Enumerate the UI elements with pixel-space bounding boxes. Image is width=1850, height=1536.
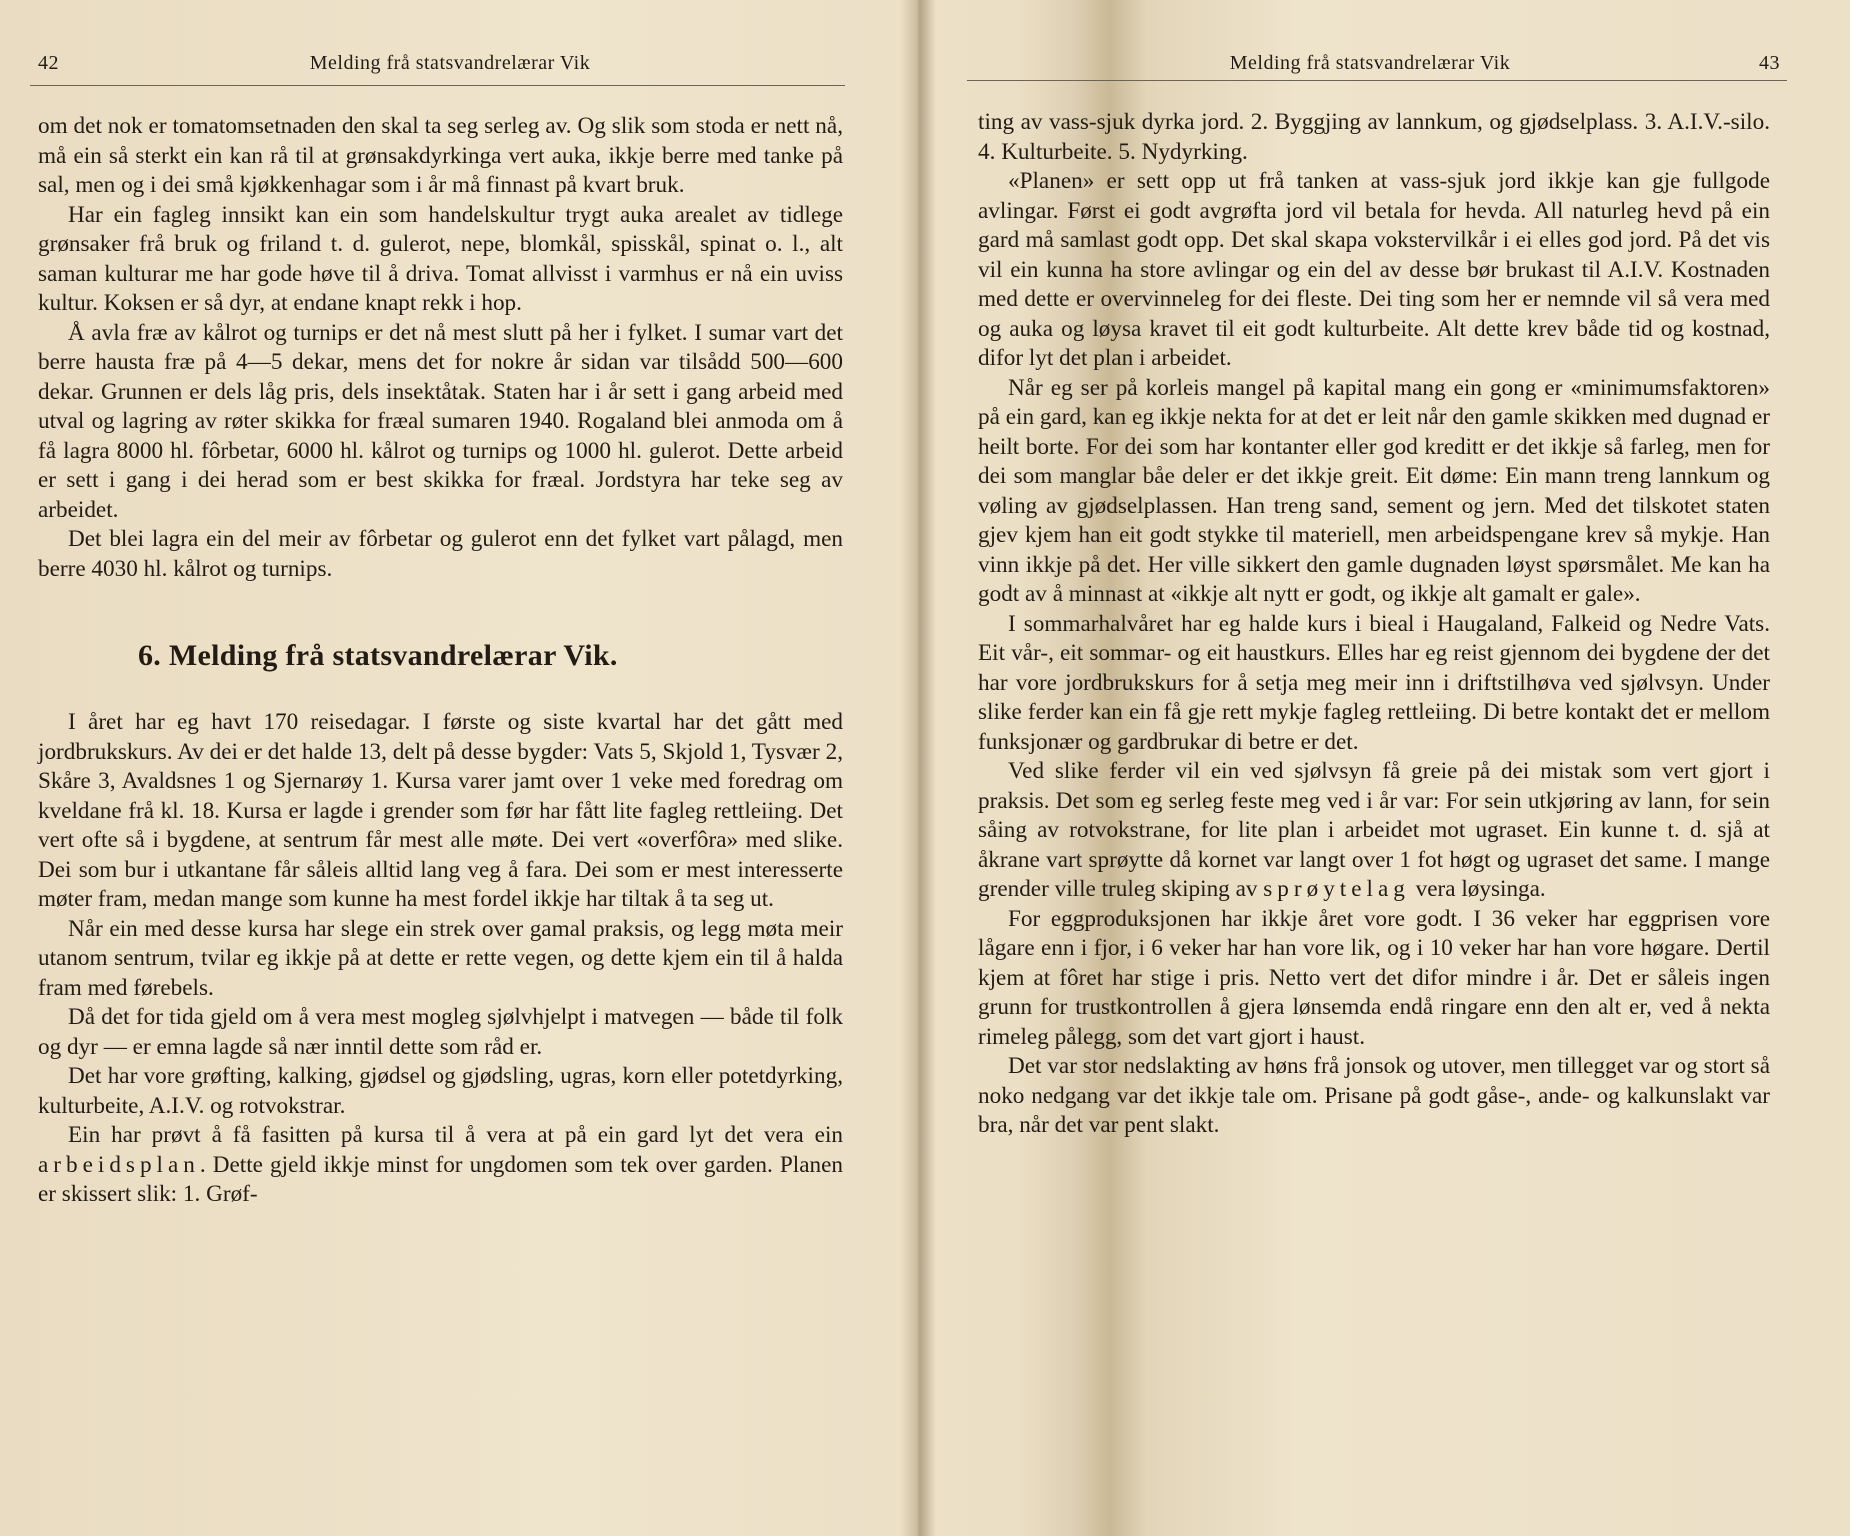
page-number: 43 [1759,52,1780,74]
header-rule [967,80,1787,81]
paragraph: Det var stor nedslakting av høns frå jonsok og utover, men tillegget var og stort så noko nedgang var det ikkje tale om. Prisane på godt gåse-, ande- og kalkunslakt var bra, når det var pent slakt. [978,1053,1770,1138]
left-page-header [38,52,846,80]
paragraph [38,1121,843,1210]
paragraph: Har ein fagleg innsikt kan ein som handelskultur trygt auka arealet av tidlege grønsaker frå bruk og friland t. d. gulerot, nepe, blomkål, spisskål, spinat o. l., alt saman kulturar me har gode høve til å driva. Tomat allvisst i varmhus er nå ein uviss kultur. Koksen er så dyr, at endane knapt rekk i hop. [38,201,843,316]
paragraph: Når eg ser på korleis mangel på kapital mang ein gong er «minimumsfaktoren» på ein gard, kan eg ikkje nekta for at det er leit når den gamle skikken med dugnad er heilt borte. For dei som har kontanter eller god kreditt er det ikkje så farleg, men for dei som manglar båe deler er det ikkje greit. Eit døme: Ein mann treng lannkum og vøling av gjødselplassen. Han treng sand, sement og jern. Med det tilskotet staten gjev kjem han eit godt stykke til materiell, men arbeidspengane krev så mykje. Han vinn ikkje på det. Her ville sikkert den gamle dugnaden løyst spørsmålet. Me kan ha godt av å minnast at «ikkje alt nytt er godt, og ikkje alt gamalt er gale». [978,374,1770,607]
paragraph: Det har vore grøfting, kalking, gjødsel og gjødsling, ugras, korn eller potetdyrking, kulturbeite, A.I.V. og rotvokstrar. [38,1063,843,1119]
running-head: Melding frå statsvandrelærar Vik [309,52,591,74]
paragraph: Å avla fræ av kålrot og turnips er det nå mest slutt på her i fylket. I sumar vart det berre hausta fræ på 4—5 dekar, mens det for nokre år sidan var tilsådd 500—600 dekar. Grunnen er dels låg pris, dels insektåtak. Staten har i år sett i gang arbeid med utval og lagring av røter skikka for fræal sumaren 1940. Rogaland blei anmoda om å få lagra 8000 hl. fôrbetar, 6000 hl. kålrot og turnips og 1000 hl. gulerot. Dette arbeid er sett i gang i dei herad som er best skikka for fræal. Jordstyra har teke seg av arbeidet. [38,319,843,523]
paragraph: «Planen» er sett opp ut frå tanken at vass-sjuk jord ikkje kan gje fullgode avlingar. Først ei godt avgrøfta jord vil betala for hevda. All naturleg hevd på ein gard må samlast godt opp. Det skal skapa vokstervilkår i ei elles god jord. På det vis vil ein kunna ha store avlingar og ein del av desse bør brukast til A.I.V. Kostnaden med dette er overvinneleg for dei fleste. Dei ting som her er nemnde vil så vera med og auka og løysa kravet til eit godt kulturbeite. Alt dette krev både tid og kostnad, difor lyt det plan i arbeidet. [978,168,1770,371]
header-rule [30,85,845,86]
page-number: 42 [38,52,59,74]
paragraph: I året har eg havt 170 reisedagar. I første og siste kvartal har det gått med jordbrukskurs. Av dei er det halde 13, delt på desse bygder: Vats 5, Skjold 1, Tysvær 2, Skåre 3, Avaldsnes 1 og Sjernarøy 1. Kursa varer jamt over 1 veke med foredrag om kveldane frå kl. 18. Kursa er lagde i grender som før har fått lite fagleg rettleiing. Det vert ofte så i bygdene, at sentrum får mest alle møte. Dei vert «overfôra» med slike. Dei som bur i utkantane får såleis alltid lang veg å fara. Dei som er mest interesserte møter fram, medan mange som kunne ha mest fordel ikkje har tiltak å ta seg ut. [38,709,843,912]
left-page [0,0,912,1536]
paragraph: Det blei lagra ein del meir av fôrbetar og gulerot enn det fylket vart pålagd, men berre 4030 hl. kålrot og turnips. [38,526,843,582]
paragraph: For eggproduksjonen har ikkje året vore godt. I 36 veker har eggprisen vore lågare enn i fjor, i 6 veker har han vore lik, og i 10 veker har han vore høgare. Dertil kjem at fôret har stige i pris. Netto vert det difor mindre i år. Det er såleis ingen grunn for trustkontrollen å gjera lønsemda endå ringare enn den alt er, ved å nekta rimeleg pålegg, som det vart gjort i haust. [978,905,1770,1050]
spaced-emphasis: sprøytelag [1263,876,1410,902]
paragraph: Då det for tida gjeld om å vera mest mogleg sjølvhjelpt i matvegen — både til folk og dyr — er emna lagde så nær inntil dette som råd er. [38,1004,843,1060]
right-page-body [978,108,1770,1141]
paragraph: Når ein med desse kursa har slege ein strek over gamal praksis, og legg møta meir utanom sentrum, tvilar eg ikkje på at dette er rette vegen, og dette kjem ein til å halda fram med førebels. [38,915,843,1001]
paragraph [978,757,1770,905]
paragraph-text: . Dette gjeld ikkje minst for ungdomen som tek over garden. Planen er skissert slik: 1. Grøf- [38,1151,843,1207]
paragraph-text: Ein har prøvt å få fasitten på kursa til å vera at på ein gard lyt det vera ein [68,1122,843,1148]
paragraph-text: Ved slike ferder vil ein ved sjølvsyn få greie på dei mistak som vert gjort i praksis. Det som eg serleg feste meg ved i år var: For sein utkjøring av lann, for sein såing av rotvokstrane, for lite plan i arbeidet mot ugraset. Ein kunne t. d. sjå at åkrane vart sprøytte då kornet var langt over 1 fot høgt og ugraset det same. I mange grender ville truleg skiping av [978,758,1770,902]
running-head: Melding frå statsvandrelærar Vik [1229,52,1511,74]
section-heading: 6. Melding frå statsvandrelærar Vik. [138,639,618,672]
paragraph-text: vera løysinga. [1409,876,1546,902]
spaced-emphasis: arbeidsplan [38,1151,200,1178]
paragraph: om det nok er tomatomsetnaden den skal ta seg serleg av. Og slik som stoda er nett nå, må ein så sterkt ein kan rå til at grønsakdyrkinga vert auka, ikkje berre med tanke på sal, men og i dei små kjøkkenhagar som i år må finnast på kvart bruk. [38,113,843,198]
right-page-header [970,52,1780,80]
paragraph: I sommarhalvåret har eg halde kurs i bieal i Haugaland, Falkeid og Nedre Vats. Eit vår-, eit sommar- og eit haustkurs. Elles har eg reist gjennom dei bygdene der det har vore jordbrukskurs for å setja meg meir inn i driftstilhøva ved sjølvsyn. Under slike ferder kan ein få gje rett mykje fagleg rettleiing. Di betre kontakt det er mellom funksjonær og gardbrukar di betre er det. [978,610,1770,755]
right-page [920,0,1850,1536]
left-page-body [38,112,843,1210]
paragraph: ting av vass-sjuk dyrka jord. 2. Byggjing av lannkum, og gjødselplass. 3. A.I.V.-silo. 4. Kulturbeite. 5. Nydyrking. [978,109,1770,165]
